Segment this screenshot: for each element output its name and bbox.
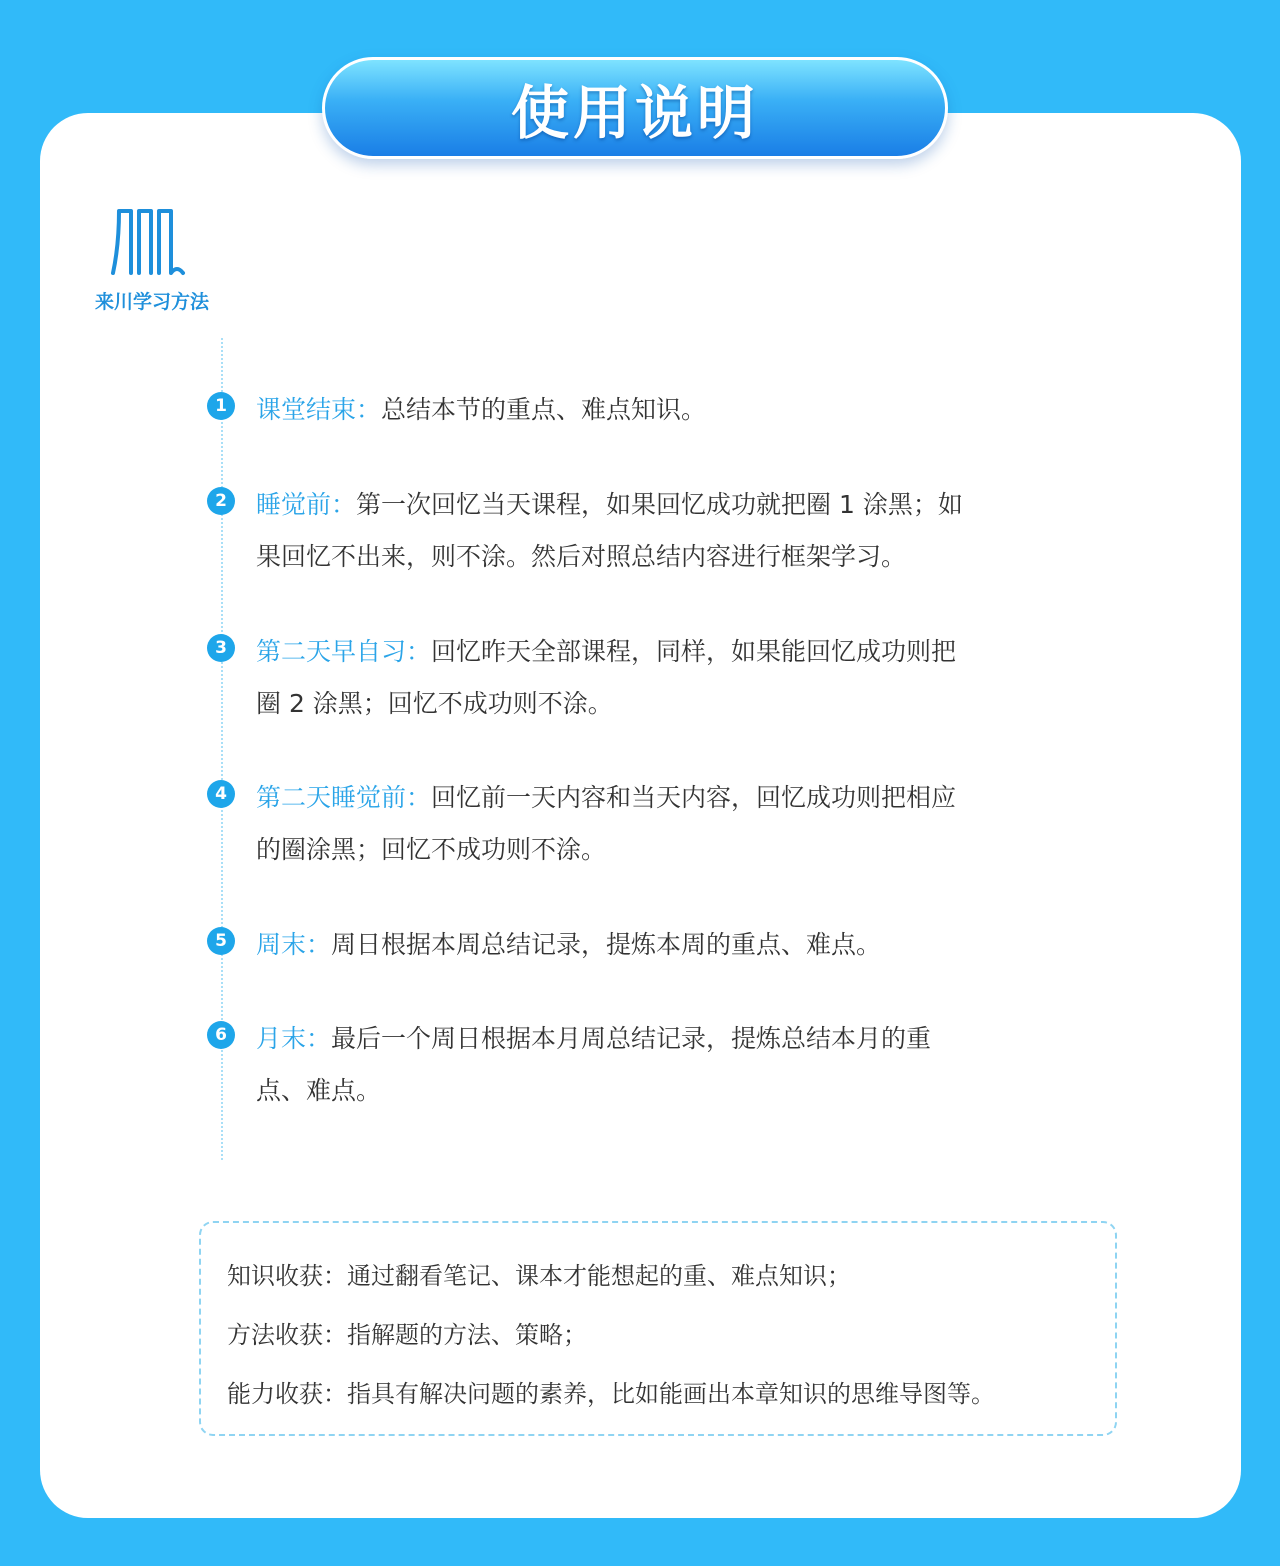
step-heading: 课堂结束： — [256, 395, 382, 424]
gains-box — [199, 1221, 1117, 1436]
step-heading: 睡觉前： — [256, 490, 357, 519]
step-description: 总结本节的重点、难点知识。 — [381, 395, 707, 424]
step-number-badge: 5 — [207, 927, 235, 955]
step-text — [256, 626, 976, 730]
step-heading: 月末： — [256, 1024, 332, 1053]
gain-knowledge: 知识收获：通过翻看笔记、课本才能想起的重、难点知识； — [227, 1262, 851, 1290]
step-number-badge: 3 — [207, 634, 235, 662]
step-text — [256, 919, 976, 971]
brand-glyph-icon — [109, 205, 187, 277]
step-text — [256, 479, 976, 583]
step-description: 周日根据本周总结记录，提炼本周的重点、难点。 — [331, 930, 882, 959]
step-heading: 第二天早自习： — [256, 637, 432, 666]
step-number-badge: 6 — [207, 1021, 235, 1049]
step-description: 回忆前一天内容和当天内容，回忆成功则把相应的圈涂黑；回忆不成功则不涂。 — [256, 783, 957, 864]
brand-name: 来川学习方法 — [94, 291, 209, 313]
step-text — [256, 384, 976, 436]
title-banner — [322, 57, 948, 159]
step-description: 回忆昨天全部课程，同样，如果能回忆成功则把圈 2 涂黑；回忆不成功则不涂。 — [256, 637, 957, 718]
step-number-badge: 1 — [207, 392, 235, 420]
step-description: 第一次回忆当天课程，如果回忆成功就把圈 1 涂黑；如果回忆不出来，则不涂。然后对照总结内容进行框架学习。 — [256, 490, 963, 571]
step-description: 最后一个周日根据本月周总结记录，提炼总结本月的重点、难点。 — [256, 1024, 932, 1105]
step-number-badge: 4 — [207, 780, 235, 808]
step-text — [256, 772, 976, 876]
gain-method: 方法收获：指解题的方法、策略； — [227, 1321, 587, 1349]
step-number-badge: 2 — [207, 487, 235, 515]
step-heading: 周末： — [256, 930, 332, 959]
step-text — [256, 1013, 976, 1117]
page-title: 使用说明 — [510, 79, 759, 147]
brand-logo — [82, 205, 222, 315]
step-heading: 第二天睡觉前： — [256, 783, 432, 812]
gain-ability: 能力收获：指具有解决问题的素养，比如能画出本章知识的思维导图等。 — [227, 1380, 995, 1408]
